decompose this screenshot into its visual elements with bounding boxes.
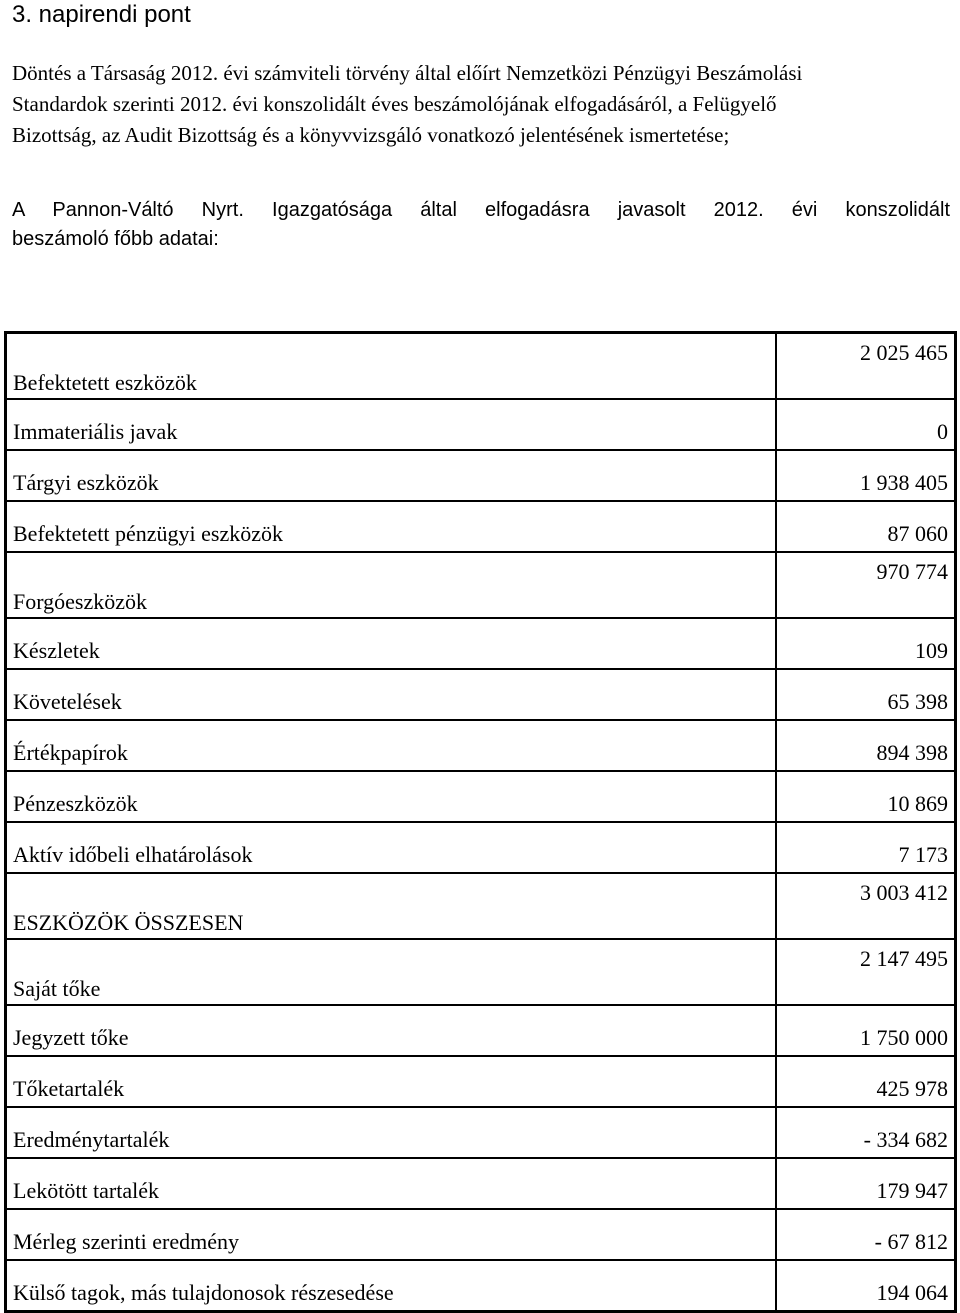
row-value: 1 750 000 xyxy=(776,1005,956,1056)
row-label: Jegyzett tőke xyxy=(6,1005,777,1056)
row-value: 10 869 xyxy=(776,771,956,822)
row-value: 0 xyxy=(776,399,956,450)
table-row xyxy=(6,1107,956,1158)
row-label: Pénzeszközök xyxy=(6,771,777,822)
table-row xyxy=(6,1158,956,1209)
decision-line: Bizottság, az Audit Bizottság és a könyvvizsgáló vonatkozó jelentésének ismertetése; xyxy=(12,123,730,147)
row-label: Tőketartalék xyxy=(6,1056,777,1107)
row-value: 425 978 xyxy=(776,1056,956,1107)
row-value: 109 xyxy=(776,618,956,669)
table-row xyxy=(6,399,956,450)
row-label: Eredménytartalék xyxy=(6,1107,777,1158)
table-row xyxy=(6,450,956,501)
table-row xyxy=(6,1005,956,1056)
row-value: 194 064 xyxy=(776,1260,956,1312)
row-value: 894 398 xyxy=(776,720,956,771)
table-row xyxy=(6,618,956,669)
row-value: 2 025 465 xyxy=(776,333,956,400)
decision-line: Standardok szerinti 2012. évi konszolidált éves beszámolójának elfogadásáról, a Felügyelő xyxy=(12,92,777,116)
agenda-heading: 3. napirendi pont xyxy=(12,1,191,28)
row-label: Külső tagok, más tulajdonosok részesedése xyxy=(6,1260,777,1312)
row-value: 3 003 412 xyxy=(776,873,956,939)
table-row xyxy=(6,1056,956,1107)
row-value: 2 147 495 xyxy=(776,939,956,1005)
row-label: Tárgyi eszközök xyxy=(6,450,777,501)
table-row xyxy=(6,1260,956,1312)
row-label: Saját tőke xyxy=(6,939,777,1005)
financial-data-table xyxy=(4,331,957,1313)
intro-paragraph xyxy=(12,196,950,254)
row-label: ESZKÖZÖK ÖSSZESEN xyxy=(6,873,777,939)
row-value: - 67 812 xyxy=(776,1209,956,1260)
row-value: - 334 682 xyxy=(776,1107,956,1158)
row-label: Lekötött tartalék xyxy=(6,1158,777,1209)
row-label: Immateriális javak xyxy=(6,399,777,450)
row-value: 179 947 xyxy=(776,1158,956,1209)
table-row xyxy=(6,669,956,720)
row-label: Mérleg szerinti eredmény xyxy=(6,1209,777,1260)
table-row xyxy=(6,720,956,771)
table-row xyxy=(6,939,956,1005)
row-label: Készletek xyxy=(6,618,777,669)
row-label: Forgóeszközök xyxy=(6,552,777,618)
row-label: Befektetett pénzügyi eszközök xyxy=(6,501,777,552)
table-row xyxy=(6,333,956,400)
table-row xyxy=(6,873,956,939)
decision-paragraph xyxy=(12,58,952,151)
row-label: Értékpapírok xyxy=(6,720,777,771)
row-label: Aktív időbeli elhatárolások xyxy=(6,822,777,873)
table-row xyxy=(6,552,956,618)
table-row xyxy=(6,822,956,873)
row-value: 7 173 xyxy=(776,822,956,873)
intro-line: A Pannon-Váltó Nyrt. Igazgatósága által elfogadásra javasolt 2012. évi konszolidált xyxy=(12,199,950,221)
row-label: Befektetett eszközök xyxy=(6,333,777,400)
table-row xyxy=(6,501,956,552)
row-value: 970 774 xyxy=(776,552,956,618)
row-value: 87 060 xyxy=(776,501,956,552)
intro-line: beszámoló főbb adatai: xyxy=(12,228,219,250)
row-value: 65 398 xyxy=(776,669,956,720)
decision-line: Döntés a Társaság 2012. évi számviteli törvény által előírt Nemzetközi Pénzügyi Beszámolási xyxy=(12,61,803,85)
row-value: 1 938 405 xyxy=(776,450,956,501)
row-label: Követelések xyxy=(6,669,777,720)
table-row xyxy=(6,771,956,822)
financial-data-table-body xyxy=(6,333,956,1312)
table-row xyxy=(6,1209,956,1260)
